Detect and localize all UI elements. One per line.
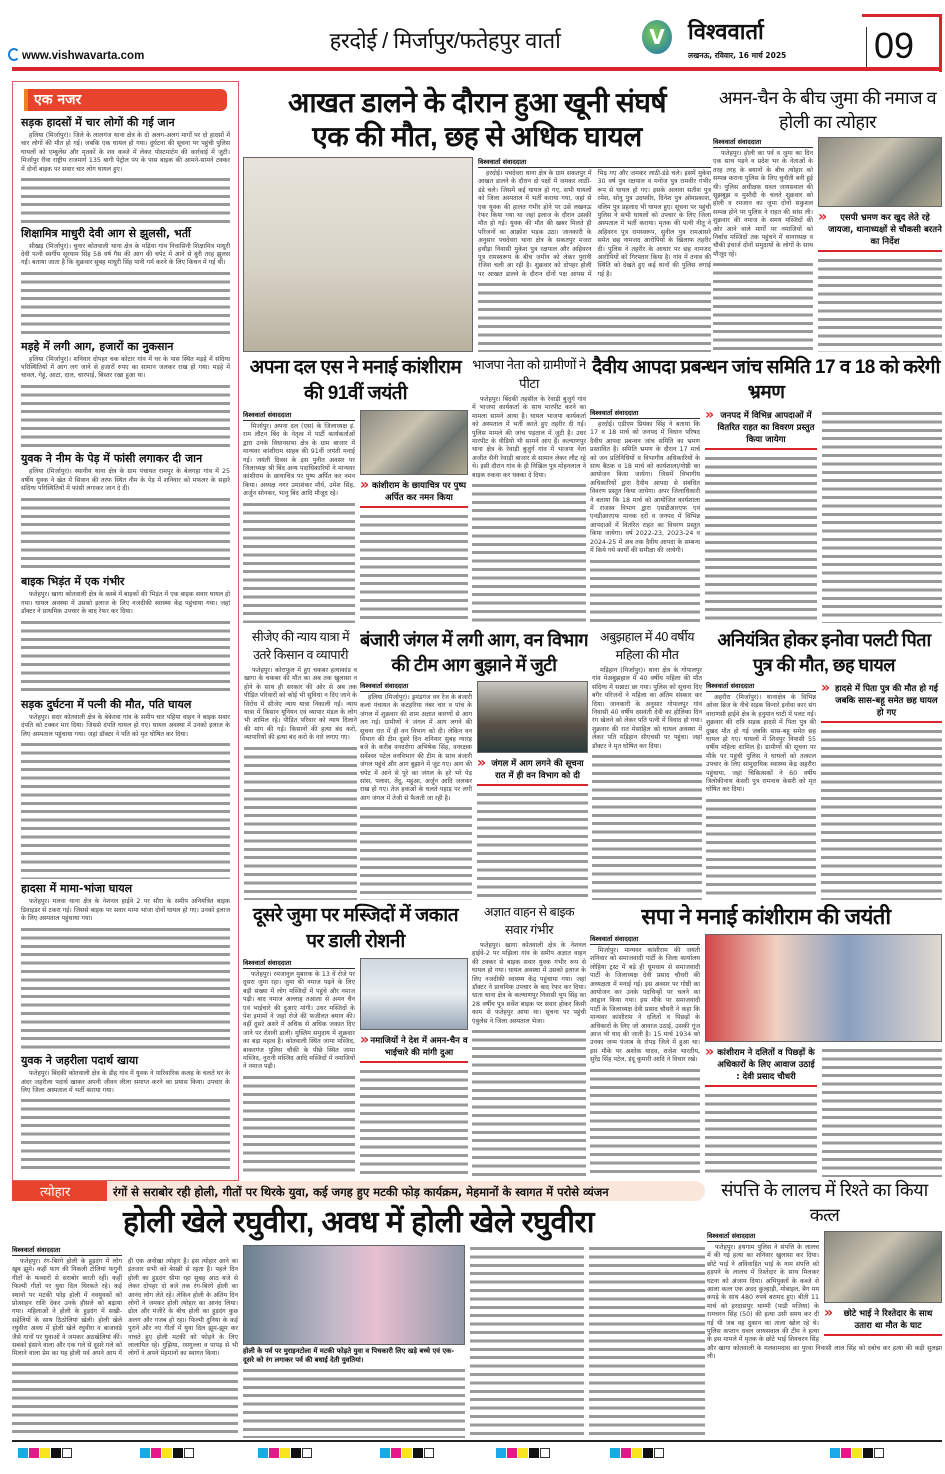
apnadal-headline: अपना दल एस ने मनाई कांशीराम की 91वीं जयंती — [249, 357, 462, 404]
body-text-lines — [477, 791, 588, 900]
footer-rule — [12, 1440, 942, 1442]
swatch-chip — [496, 1448, 506, 1458]
swatch-chip — [529, 1448, 539, 1458]
body-text-lines — [21, 270, 230, 337]
body-text-lines — [244, 745, 357, 900]
swatch-chip — [140, 1448, 150, 1458]
brief-item: बाइक भिड़ंत में एक गंभीर फतेहपुर। खागा कोतवाली क्षेत्र के कस्बे में बाइकों की भिड़ंत में एक बाइक सवार घायल हो गया। घायल अवस्था में उसको इलाज के लिए नजदीकी स्वास्थ्य केंद्र पहुंचाया गया। जहां डॉक्टर ने प्राथमिक उपचार के बाद रेफर कर दिया। — [21, 572, 230, 695]
swatch-chip — [863, 1448, 873, 1458]
brief-item: शिक्षामित्र माधुरी देवी आग से झुलसी, भर्ती सीखड़ (मिर्जापुर)। चुनार कोतवाली थाना क्षेत्र के मढ़िया गांव निवासिनी शिक्षामित्र माधुरी देवी पत्नी स्वर्गीय सूरयाम सिंह 58 वर्ष गैस की आग की चपेट में आने से बुरी तरह झुलस गईं। बताया जाता है कि शुक्रवार सुबह माधुरी सिंह पानी गर्म करने के लिए किचन में गई थीं। — [21, 224, 230, 337]
registration-swatch — [830, 1448, 884, 1458]
body-text-lines — [12, 1361, 238, 1438]
bjp-story — [472, 355, 586, 623]
body-text-lines — [705, 1092, 817, 1177]
browser-e-icon — [8, 48, 20, 61]
registration-swatch — [380, 1448, 434, 1458]
ek-nazar-banner: एक नजर — [24, 89, 227, 111]
banjari-headline: बंजारी जंगल में लगी आग, वन विभाग की टीम आग बुझाने में जुटी — [360, 630, 588, 675]
daiviya-story — [590, 355, 942, 623]
daiviya-pull-quote: » जनपद में विभिन्न आपदाओं में वितरित राहत का विवरण प्रस्तुत किया जायेगा — [705, 408, 817, 450]
body-text-lines — [821, 728, 942, 900]
daiviya-body: हरदोई। एडीएम प्रियंका सिंह ने बताया कि 17 व 18 मार्च को जनपद में विधान परिषद दैवीय आपदा प्रबन्धन जांच समिति का भ्रमण प्रस्तावित है। समिति भ्रमण के दौरान 17 मार्च को जन प्रतिनिधियों व विभागीय अधिकारियों के साथ बैठक व 18 मार्च को कार्यशाला/गोष्ठी का आयोजन किया जायेगा। जिसमें विभागीय अधिकारियों द्वारा दैवीय आपदा से संबंधित विवरण प्रस्तुत किया जायेगा। अपर जिलाधिकारी ने बताया कि 18 मार्च को आयोजित कार्यशाला में राजस्व विभाग द्वारा एसडीआरएफ एवं एनडीआरएफ मानक दरों व जनपद में विभिन्न आपदाओं में वितरित राहत का विवरण प्रस्तुत किया जायेगा। वर्ष 2022-23, 2023-24 व 2024-25 में अब तक दैवीय आपदा के सम्बन्ध में किये गये कार्यों की समीक्षा की जायेगी। — [590, 421, 700, 555]
body-text-lines — [21, 383, 230, 450]
brand-logo-icon: V — [642, 20, 672, 54]
sampatti-police-photo — [824, 1231, 942, 1303]
bjp-headline: भाजपा नेता को ग्रामीणों ने पीटा — [472, 357, 586, 391]
body-text-lines — [21, 496, 230, 573]
swatch-chip — [18, 1448, 28, 1458]
innova-pull-quote: » हादसे में पिता पुत्र की मौत हो गई जबकि सास-बहू समेत छह घायल हो गए — [821, 681, 942, 723]
body-text-lines — [243, 1367, 465, 1438]
body-text-lines — [470, 1245, 584, 1438]
juma-byline: विश्ववार्ता संवाददाता — [243, 958, 355, 969]
brief-item: मड़हे में लगी आग, हजारों का नुकसान हलिया (मिर्जापुर)। शनिवार दोपहर चक कोटार गांव में घर के पास स्थित मड़हे में संदिग्ध परिस्थितियों में आग लग जाने से हजारों रुपए का सामान जलकर राख हो गया। मड़हे में चावल, गेहूं, आटा, दाल, चारपाई, बिस्तर रखा हुआ था। — [21, 337, 230, 450]
sapa-body: मिर्जापुर। मान्यवर कांशीराम की जयंती शनिवार को समाजवादी पार्टी के जिला कार्यालय लोहिया ट्रस्ट में बड़े ही धूमधाम से समाजवादी पार्टी के जिलाध्यक्ष देवी प्रसाद चौधरी की अध्यक्षता में मनाई गई। इस अवसर पर गोष्ठी का आयोजन कर उनके पदचिन्हों पर चलने का आह्वान किया गया। इस मौके पर समाजवादी पार्टी के जिलाध्यक्ष देवी प्रसाद चौधरी ने कहा कि मान्यवर कांशीराम ने दलितों व पिछड़ों के अधिकारों के लिए जो आवाज उठाई, उसकी गूंज आज भी याद की जाती है। 15 मार्च 1934 को उनका जन्म पंजाब के रोपड़ जिले में हुआ था। इस मौके पर अशोक यादव, राजेश भारतीय, सुरेंद्र सिंह पटेल, इंदू कुमारी आदि ने विचार रखे। — [590, 947, 700, 1064]
masthead — [0, 0, 945, 72]
innova-story — [706, 628, 942, 900]
swatch-chip — [280, 1448, 290, 1458]
agyat-story — [472, 903, 586, 1177]
swatch-chip — [269, 1448, 279, 1458]
dateline: लखनऊ, रविवार, 16 मार्च 2025 — [688, 51, 787, 60]
swatch-chip — [830, 1448, 840, 1458]
banjari-story — [360, 628, 588, 900]
innova-byline: विश्ववार्ता संवाददाता — [706, 681, 816, 692]
swatch-chip — [29, 1448, 39, 1458]
aman-police-photo — [818, 137, 942, 207]
namaz-photo — [360, 958, 468, 1030]
body-text-lines — [818, 257, 942, 352]
body-text-lines — [590, 558, 700, 624]
body-text-lines — [21, 619, 230, 696]
daiviya-byline: विश्ववार्ता संवाददाता — [590, 408, 700, 419]
swatch-chip — [40, 1448, 50, 1458]
body-text-lines — [822, 410, 942, 623]
swatch-chip — [173, 1448, 183, 1458]
page-number-box — [862, 14, 942, 72]
swatch-chip — [291, 1448, 301, 1458]
body-text-lines — [21, 176, 230, 223]
innova-body: अहरौरा (मिर्जापुर)। थानाक्षेत्र के विभिन्न ओवर ब्रिज के नीचे सड़क किनारे इनोवा कार संग वाराणसी हाईवे क्षेत्र के हनुमान घाटी में पलट गई। शुक्रवार की रात्रि सड़क हादसे में पिता पुत्र की दुखद मौत हो गई जबकि सास-बहू समेत छह घायल हो गए। घायलों में शिवपुर निवासी 55 वर्षीय महिला शामिल है। ग्रामीणों की सूचना पर मौके पर पहुंची पुलिस ने घायलों को तत्काल उपचार के लिए सामुदायिक स्वास्थ्य केंद्र अहरौरा पहुंचाया, जहां चिकित्सकों ने 60 वर्षीय त्रिलोकीनाथ केसरी पुत्र रामनाथ केसरी को मृत घोषित कर दिया। — [706, 694, 816, 794]
sapa-headline: सपा ने मनाई कांशीराम की जयंती — [641, 904, 891, 929]
section-title: हरदोई / मिर्जापुर/फतेहपुर वार्ता — [329, 28, 561, 53]
brand-name: विश्ववार्ता — [688, 20, 764, 45]
body-text-lines — [360, 1068, 468, 1177]
cjea-story — [244, 628, 357, 900]
swatch-chip — [632, 1448, 642, 1458]
lead-byline: विश्ववार्ता संवाददाता — [478, 157, 711, 168]
agyat-headline: अज्ञात वाहन से बाइक सवार गंभीर — [483, 905, 575, 937]
cjea-headline: सीजेए की न्याय यात्रा में उतरे किसान व व्यापारी — [251, 630, 350, 662]
sampatti-sidebar — [824, 1231, 942, 1339]
swatch-chip — [852, 1448, 862, 1458]
sapa-pull-quote: » कांशीराम ने दलितों व पिछड़ों के अधिकारों के लिए आवाज उठाई : देवी प्रसाद चौधरी — [705, 1045, 817, 1087]
swatch-chip — [391, 1448, 401, 1458]
swatch-chip — [184, 1448, 194, 1458]
brief-body: फतेहपुर। मलवा थाना क्षेत्र के नेशनल हाईवे 2 पर सौरा के समीप अनियंत्रित बाइक डिवाइडर से टकरा गई। जिससे बाइक पर सवार मामा भांजा दोनों घायल हो गए। उनको इलाज के लिए अस्पताल पहुंचाया गया। — [21, 898, 230, 923]
swatch-chip — [62, 1448, 72, 1458]
holi-story — [12, 1181, 705, 1438]
body-text-lines — [21, 926, 230, 1052]
swatch-chip — [643, 1448, 653, 1458]
aman-body: फतेहपुर। होली का पर्व व जुमा का दिन एक साथ पड़ने व प्रदेश भर के नेताओं के तरह तरह के बयानों के बीच त्योहार को सम्पन्न कराना पुलिस के लिए चुनौती बनी हुई थी। पुलिस अधीक्षक धवल जायसवाल की सूझबूझ व मुस्तैदी के चलते शुक्रवार को होली व रमजान का जुमा दोनों सकुशल सम्पन्न होने पर पुलिस ने राहत की सांस ली। शुक्रवार की नमाज के समय मस्जिदों की ओर आने वाले मार्गों पर नमाजियों को निर्बाध मस्जिदों तक पहुंचने में थानाध्यक्ष व चौकी इंचार्ज दोनों समुदायों के लोगों के साथ मौजूद रहे। — [713, 150, 813, 258]
body-text-lines — [243, 1074, 355, 1177]
body-text-lines — [589, 1245, 705, 1438]
website-url[interactable]: www.vishwavarta.com — [22, 50, 145, 62]
body-text-lines — [21, 1097, 230, 1174]
daiviya-headline: दैवीय आपदा प्रबन्धन जांच समिति 17 व 18 को करेगी भ्रमण — [592, 357, 940, 403]
brief-body: हलिया (मिर्जापुर)। शनिवार दोपहर चक कोटार गांव में घर के पास स्थित मड़हे में संदिग्ध परिस्थितियों में आग लग जाने से हजारों रुपए का सामान जलकर राख हो गया। मड़हे में चावल, गेहूं, आटा, दाल, चारपाई, बिस्तर रखा हुआ था। — [21, 355, 230, 380]
apnadal-body: मिर्जापुर। अपना दल (एस) के जिलाध्यक्ष इं. राम लौटन बिंद के नेतृत्व में पार्टी कार्यकर्ताओं द्वारा उनके विधानसभा क्षेत्र के ग्राम बाजार में मान्यवर कांशीराम साहब की 91वीं जयंती मनाई गई। जयंती दिवस के इस पुनीत अवसर पर जिलाध्यक्ष श्री बिंद अन्य पदाधिकारियों ने मान्यवर कांशीराम के छायाचित्र पर पुष्प अर्पित कर नमन किया। अध्यक्ष नगर उमाशंकर मौर्य, उमेश सिंह, अर्जुन सोनकर, भानु बिंद आदि मौजूद रहे। — [243, 423, 355, 498]
registration-swatch — [140, 1448, 194, 1458]
brief-item: सड़क दुर्घटना में पत्नी की मौत, पति घायल फतेहपुर। सदर कोतवाली क्षेत्र के बेकेरवा गांव के समीप चार पहिया वाहन ने बाइक सवार दंपति को टक्कर मार दिया। जिससे दंपति घायल हो गए। घायल अवस्था में उनको इलाज के लिए अस्पताल पहुंचाया गया। जहां डॉक्टर ने पति को मृत घोषित कर दिया। — [21, 695, 230, 879]
brief-body: फतेहपुर। सदर कोतवाली क्षेत्र के बेकेरवा गांव के समीप चार पहिया वाहन ने बाइक सवार दंपति को टक्कर मार दिया। जिससे दंपति घायल हो गए। घायल अवस्था में उनको इलाज के लिए अस्पताल पहुंचाया गया। जहां डॉक्टर ने पति को मृत घोषित कर दिया। — [21, 714, 230, 738]
brief-item: सड़क हादसों में चार लोगों की गई जान हलिया (मिर्जापुर)। जिले के लालगंज थाना क्षेत्र के दो अलग-अलग मार्गों पर दो हादसों में चार लोगों की मौत हो गई। जबकि एक घायल हो गया। दुर्घटना की सूचना पर पहुंची पुलिस घायलों को एम्बुलेंस और मृतकों के शव कब्जे में लेकर पोस्टमार्टम की कार्रवाई में जुटी। मिर्जापुर रीवा राष्ट्रीय राजमार्ग 135 बागी पेट्रोल पंप के पास बाइक की आमने-सामने टक्कर में दोनों बाइक पर सवार चार लोग घायल हुए। — [21, 113, 230, 224]
holi-byline: विश्ववार्ता संवाददाता — [12, 1245, 122, 1256]
holi-kicker-bar: रंगों से सराबोर रही होली, गीतों पर थिरके युवा, कई जगह हुए मटकी फोड़ कार्यक्रम, मेहमानों के स्वागत में परोसे व्यंजन — [107, 1181, 705, 1201]
swatch-chip — [654, 1448, 664, 1458]
registration-swatch — [610, 1448, 664, 1458]
juma-body: फतेहपुर। रमजानुल मुबारक के 13 वें रोजे पर दूसरा जुमा रहा। जुमा की नमाज पढ़ने के लिए बड़ी संख्या में लोग मस्जिदों में पहुंचे और नमाज पढ़ी। बाद नमाज अल्लाह तआला से अमन चैन एवं भाईचारे की दुआएं मांगी। उधर मस्जिदों के पेश इमामों ने जहां रोजे की फजीलत बयान की। वहीं दूसरे अशरे में अधिक से अधिक जकात दिए जाने पर रोशनी डाली। मुस्लिम समुदाय में शुक्रवार का बड़ा महत्व है। कोतवाली स्थित जामा मस्जिद, बाकरगंज पुलिस चौकी के पीछे स्थित जामा मस्जिद, नूरानी मस्जिद आदि मस्जिदों में नमाजियों ने नमाज पढ़ी। — [243, 971, 355, 1071]
holi-kicker-row — [12, 1181, 705, 1201]
swatch-chip — [507, 1448, 517, 1458]
abuzhal-body: मड़िहान (मिर्जापुर)। थाना क्षेत्र के गोपालपुर गांव मेअबुझहाल में 40 वर्षीय महिला की मौत संदिग्ध में सन्नाटा छा गया। पुलिस को सूचना दिए बगैर परिजनों ने महिला का अंतिम संस्कार कर दिया। जानकारी के अनुसार गोपालपुर गांव निवासी 40 वर्षीय दसवंती देवी का होलिका दिन रंग खेलने को लेकर पति पत्नी में विवाद हो गया। शुक्रवार की रात मेसाहिल को घायल अवस्था में लेकर पति मड़िहान सीएचसी पर पहुंचा। जहां डॉक्टर ने मृत घोषित कर दिया। — [592, 667, 702, 750]
swatch-chip — [413, 1448, 423, 1458]
body-text-lines — [472, 482, 586, 623]
cjea-body: फतेहपुर। कोराफूल में हुए चकबर हत्याकांड व खागा के चकबर की मौत का अब तक खुलासा न होने के साथ ही सरकार की ओर से अब तक पीड़ित परिवारों को कोई भी सुविधा न दिए जाने के विरोध में सीजेए न्याय यात्रा निकाली गई। न्याय यात्रा में किसान यूनियन एवं व्यापार मंडल के लोग भी शामिल रहे। पीड़ित परिवार को न्याय दिलाने की मांग की गई। किसानों की हत्या बंद करो, व्यापारियों की हत्या बंद करो के नारे लगाए गए। — [244, 667, 357, 742]
holi-photo-caption: होली के पर्व पर मुराइनटोला में मटकी फोड़ते युवा व पिचकारी लिए खड़े बच्चे एवं एक-दूसरे को रंग लगाकर पर्व की बधाई देती युवतियां। — [243, 1347, 455, 1364]
body-text-lines — [21, 741, 230, 879]
lead-headline: आखत डालने के दौरान हुआ खूनी संघर्ष एक की मौत, छह से अधिक घायल — [287, 87, 667, 152]
juma-headline: दूसरे जुमा पर मस्जिदों में जकात पर डाली रोशनी — [252, 905, 459, 952]
brief-body: हलिया (मिर्जापुर)। जिले के लालगंज थाना क्षेत्र के दो अलग-अलग मार्गों पर दो हादसों में चार लोगों की मौत हो गई। जबकि एक घायल हो गया। दुर्घटना की सूचना पर पहुंची पुलिस घायलों को एम्बुलेंस और मृतकों के शव कब्जे में लेकर पोस्टमार्टम की कार्रवाई में जुटी। मिर्जापुर रीवा राष्ट्रीय राजमार्ग 135 बागी पेट्रोल पंप के पास बाइक की आमने-सामने टक्कर में दोनों बाइक पर सवार चार लोग घायल हुए। — [21, 132, 230, 173]
registration-swatch — [496, 1448, 550, 1458]
abuzhal-headline: अबुझहाल में 40 वर्षीय महिला की मौत — [600, 630, 694, 662]
brief-body: सीखड़ (मिर्जापुर)। चुनार कोतवाली थाना क्षेत्र के मढ़िया गांव निवासिनी शिक्षामित्र माधुरी देवी पत्नी स्वर्गीय सूरयाम सिंह 58 वर्ष गैस की आग की चपेट में आने से बुरी तरह झुलस गईं। बताया जाता है कि शुक्रवार सुबह माधुरी सिंह पानी गर्म करने के लिए किचन में गई थीं। — [21, 242, 230, 267]
brief-item: युवक ने नीम के पेड़ में फांसी लगाकर दी जान हलिया (मिर्जापुर)। स्थानीय थाना क्षेत्र के ग्राम पंचायत रामपुर के बेलगहा गांव में 25 वर्षीय युवक ने खेत में सिवान की तरफ स्थित नीम के पेड़ में शनिवार को मफलर के सहारे संदिग्ध परिस्थितियों में फांसी लगाकर जान दे दी। — [21, 449, 230, 572]
swatch-chip — [874, 1448, 884, 1458]
swatch-chip — [540, 1448, 550, 1458]
sampatti-headline: संपत्ति के लालच में रिश्ते का किया कत्ल — [721, 1180, 928, 1225]
aman-pull-quote: » एसपी भ्रमण कर खुद लेते रहे जायजा, थानाध्यक्षों से चौकसी बरतने का निर्देश — [818, 210, 942, 252]
brief-item: युवक ने जहरीला पदार्थ खाया फतेहपुर। बिंदकी कोतवाली क्षेत्र के डीह गांव में युवक ने पारिवारिक कलह के चलते घर के अंदर जहरीला पदार्थ खाकर अपनी जीवन लीला समाप्त करने का प्रयास किया। उपचार के लिए जिला अस्पताल में भर्ती कराया गया। — [21, 1051, 230, 1174]
body-text-lines — [243, 501, 355, 623]
body-text-lines — [705, 455, 817, 623]
banjari-body: हलिया (मिर्जापुर)। ड्रमंडगंज वन रेंज के बंजारी कलां पंचायत के कटहरिया नंबर चार व पांच के जंगल में शुक्रवार की शाम अज्ञात कारणों से आग लग गई। ग्रामीणों ने जंगल में आग लगने की सूचना रात में ही वन विभाग को दी। लेकिन वन विभाग की टीम दूसरे दिन शनिवार सुबह ग्यारह बजे के करीब वनदरोगा अभिषेक सिंह, वनरक्षक सर्वेश्वर पटेल वनविभाग की टीम के साथ बंजारी जंगल पहुंचे और आग बुझाने में जुट गए। आग की चपेट में आने से पूरे का जंगल के हरे भरे पेड़ सांस, पलाश, तेंदू, महुआ, अर्जुन आदि जलकर राख हो गए। तेज हवाओं के चलते पहाड़ पर लगी आग जंगल में तेजी से फैलती जा रही है। — [360, 694, 472, 802]
brief-body: फतेहपुर। खागा कोतवाली क्षेत्र के कस्बे में बाइकों की भिड़ंत में एक बाइक सवार घायल हो गया। घायल अवस्था में उसको इलाज के लिए नजदीकी स्वास्थ्य केंद्र पहुंचाया गया। जहां डॉक्टर ने प्राथमिक उपचार के बाद रेफर कर दिया। — [21, 591, 230, 616]
sapa-story — [590, 903, 942, 1177]
holi-celebration-photo — [243, 1245, 465, 1345]
agyat-body: फतेहपुर। खागा कोतवाली क्षेत्र के नेशनल हाईवे-2 पर मझिला गांव के समीप अज्ञात वाहन की टक्कर से बाइक सवार युवक गंभीर रूप से घायल हो गया। घायल अवस्था में उसको इलाज के लिए नजदीकी स्वास्थ्य केंद्र पहुंचाया गया। जहां डॉक्टर ने प्राथमिक उपचार के बाद रेफर कर दिया। धाता थाना क्षेत्र के कल्याणपुर निवासी भूप सिंह का 28 वर्षीय पुत्र सर्वेश बाइक पर सवार होकर किसी काम से फतेहपुर आया था। सूचना पर पहुंची एंबुलेंस ने जिला अस्पताल भेजा। — [472, 942, 586, 1025]
brief-body: फतेहपुर। बिंदकी कोतवाली क्षेत्र के डीह गांव में युवक ने पारिवारिक कलह के चलते घर के अंदर जहरीला पदार्थ खाकर अपनी जीवन लीला समाप्त करने का प्रयास किया। उपचार के लिए जिला अस्पताल में भर्ती कराया गया। — [21, 1070, 230, 1095]
innova-headline: अनियंत्रित होकर इनोवा पलटी पिता पुत्र की मौत, छह घायल — [717, 630, 931, 675]
swatch-chip — [302, 1448, 312, 1458]
sampatti-byline: विश्ववार्ता संवाददाता — [707, 1231, 819, 1242]
body-text-lines — [706, 797, 816, 900]
apnadal-byline: विश्ववार्ता संवाददाता — [243, 410, 355, 421]
swatch-chip — [841, 1448, 851, 1458]
body-text-lines — [713, 261, 813, 352]
body-text-lines — [360, 805, 472, 900]
swatch-chip — [151, 1448, 161, 1458]
swatch-chip — [518, 1448, 528, 1458]
header-rule — [12, 67, 942, 71]
brief-list — [21, 113, 230, 1174]
body-text-lines — [360, 513, 468, 623]
tyohar-label: त्योहार — [12, 1181, 107, 1201]
swatch-chip — [380, 1448, 390, 1458]
lead-story — [243, 86, 711, 352]
forest-fire-photo — [477, 681, 588, 753]
body-text-lines — [478, 281, 711, 352]
juma-story — [243, 903, 468, 1177]
abuzhal-story — [592, 628, 702, 900]
apnadal-story — [243, 355, 468, 623]
sampatti-body: फतेहपुर। हथगाम पुलिस ने संपत्ति के लालच में की गई हत्या का शनिवार खुलासा कर दिया। छोटे भाई ने अविवाहित भाई के नाम संपत्ति को हड़पने के लालच में रिश्तेदार के साथ मिलकर घटना को अंजाम दिया। अभियुक्तों के कब्जे से आला कत्ल एक अदद कुल्हाड़ी, मोबाइल, बैग मय कपड़े के साथ 480 रुपये बरामद हुए। बीती 11 मार्च को हरदासपुर थाम्भी (पाडी मजिया) के रामचरन सिंह (50) की हत्या उसी समय कर दी गई थी जब वह दुकान का ताला खोल रहे थे। पुलिस कप्तान धवल जायसवाल की टीम ने हत्या के इस मामले में मृतक के छोटे भाई शिवचरन सिंह और खागा कोतवाली के मलवामदास का पुरवा निवासी लाल सिंह को दबोच कर हत्या की कड़ी सुलझा ली। — [707, 1244, 942, 1361]
body-text-lines — [822, 1047, 942, 1177]
lead-body: हरदोई। पचदेवरा थाना क्षेत्र के ग्राम सकतपुर में आखत डालने के दौरान दो पक्षों में जमकर लाठी-डंडे चले। जिसमें कई घायल हो गए, सभी घायलों को जिला अस्पताल में भर्ती कराया गया, जहां से एक युवक की हालत गंभीर होने पर उसे लखनऊ रेफर किया गया था जहां इलाज के दौरान उसकी मौत हो गई। युवक की मौत की खबर मिलते ही परिजनों का आक्रोश भड़क उठा। जानकारी के अनुसार पचदेवरा थाना क्षेत्र के सकतपुर मजरा हथौड़ा निवासी मुकेश पुत्र रक्षपाल और अहिवरन पुत्र रामस्वरूप के बीच जमीन को लेकर पुरानी रंजिश चली आ रही है। शुक्रवार को दोपहर होली पर आखत डालने के दौरान दोनों पक्ष आपस में भिड़ गए और जमकर लाठी-डंडे चले। इसमें मुकेश 30 वर्ष पुत्र रक्षपाल व मनोज पुत्र रामवीर गंभीर रूप से घायल हो गए। इसके अलावा सतीश पुत्र रमेश, सोनू पुत्र उदयवीर, दिनेश पुत्र ओमप्रकाश, वलिम पुत्र प्रहलाद भी घायल हुए। सूचना पर पहुंची पुलिस ने सभी घायलों को उपचार के लिए जिला अस्पताल में भर्ती कराया। मृतक की पत्नी नीतू ने अहिवरन पुत्र रामस्वरूप, सुनील पुत्र रामआसरे समेत छह नामजद आरोपियों के खिलाफ तहरीर दी। पुलिस ने तहरीर के आधार पर छह नामजद आरोपियों को गिरफ्तार किया है। गांव में तनाव की स्थिति को देखते हुए कई थानों की पुलिस लगाई गई है। — [478, 170, 711, 278]
swatch-chip — [402, 1448, 412, 1458]
aman-headline: अमन-चैन के बीच जुमा की नमाज व होली का त्योहार — [718, 88, 937, 132]
holi-headline: होली खेले रघुवीरा, अवध में होली खेले रघुवीरा — [122, 1206, 595, 1239]
body-text-lines — [590, 1067, 700, 1177]
banjari-pull-quote: » जंगल में आग लगने की सूचना रात में ही वन विभाग को दी — [477, 756, 588, 786]
sampatti-story — [707, 1178, 942, 1438]
page-number: 09 — [874, 25, 915, 66]
swatch-chip — [424, 1448, 434, 1458]
holi-body: फतेहपुर। रंग-बिरंगे होली के हुड़दंग में लोग खूब झूमे। कहीं फाग की निकली टोलियां फगुनी गीतों के फव्वारों से सराबोर करती रहीं। कहीं फिल्मी गीतों पर युवा दिल थिरकते रहे। कई स्थानों पर मटकी फोड़ होली में नवयुवकों को प्रोत्साहन राशि देकर उनके हौसले को बढ़ाया गया। महिलाओं ने होली के हुड़दंग में सखी-सहेलियों के साथ ठिठोलियां खेली। होली खेले रघुवीरा अवध में होली खेले रघुवीरा व बाजावंडे जैसे गानों पर युवाओं ने जमकर अठखेलियां कीं। सबको हंसाने वाला और एक गले से दूसरे गले को मिलाने वाला प्रेम का यह होली पर्व अपने आप में ही एक अनोखा त्योहार है। इस त्योहार आने का इंतजार सभी को बेसब्री से रहता है। पहले दिन होली का हुड़दंग धीमा रहा सुबह आठ बजे से लेकर दोपहर दो बजे तक रंग-बिरंगे होली का आनंद लोग लेते रहे। लेकिन होली के अंतिम दिन लोगों ने जमकर होली त्योहार का आनंद लिया। ढोल और मंजीरे के बीच होली का हुड़दंग कुछ अलग और गजब हो रहा। फिल्मी दुनिया के कई पुराने और नए गीतों में युवा दिल झूम-झूम कर नाचते हुए होली मटकी को फोड़ने के लिए लालायित रहे। गुझिया, रसगुल्ला व पापड़ से भी लोगों ने अपने मेहमानों का स्वागत किया। — [12, 1258, 238, 1358]
registration-swatch — [18, 1448, 72, 1458]
sapa-byline: विश्ववार्ता संवाददाता — [590, 934, 700, 945]
aman-story — [713, 86, 942, 352]
brief-item: हादसा में मामा-भांजा घायल फतेहपुर। मलवा थाना क्षेत्र के नेशनल हाईवे 2 पर सौरा के समीप अनियंत्रित बाइक डिवाइडर से टकरा गई। जिससे बाइक पर सवार मामा भांजा दोनों घायल हो गए। उनको इलाज के लिए अस्पताल पहुंचाया गया। — [21, 879, 230, 1051]
body-text-lines — [592, 753, 702, 900]
swatch-chip — [51, 1448, 61, 1458]
swatch-chip — [162, 1448, 172, 1458]
apnadal-photo — [360, 410, 468, 475]
swatch-chip — [258, 1448, 268, 1458]
lead-arrest-photo — [243, 157, 473, 352]
juma-pull-quote: » नमाजियों ने देश में अमन-चैन व भाईचारे की मांगी दुआ — [360, 1033, 468, 1063]
sampatti-pull-quote: » छोटे भाई ने रिश्तेदार के साथ उतारा था मौत के घाट — [824, 1306, 942, 1336]
ek-nazar-column — [12, 81, 239, 1181]
registration-swatch — [258, 1448, 312, 1458]
swatch-chip — [621, 1448, 631, 1458]
swatch-chip — [610, 1448, 620, 1458]
body-text-lines — [472, 1028, 586, 1177]
banjari-byline: विश्ववार्ता संवाददाता — [360, 681, 472, 692]
sapa-event-photo — [705, 934, 942, 1042]
bjp-body: फतेहपुर। बिंदकी तहसील के रेवाड़ी बुजुर्ग गांव में भाजपा कार्यकर्ता के साथ मारपीट करने का मामला सामने आया है। घायल भाजपा कार्यकर्ता को अस्पताल में भर्ती करते हुए तहरीर दी गई। पुलिस मामले की जांच पड़ताल में जुटी है। उधर मारपीट के वीडियो भी सामने आए हैं। कल्याणपुर थाना क्षेत्र के रेवाड़ी बुजुर्ग गांव में भाजपा नेता अजीत सैनी रेवाड़ी बाजार से सामान लेकर लौट रहे थे। इसी दौरान गांव के ही निखिल पुत्र मोहनलाल ने बाइक रुकवा कर धक्का दे दिया। — [472, 396, 586, 479]
brief-body: हलिया (मिर्जापुर)। स्थानीय थाना क्षेत्र के ग्राम पंचायत रामपुर के बेलगहा गांव में 25 वर्षीय युवक ने खेत में सिवान की तरफ स्थित नीम के पेड़ में शनिवार को मफलर के सहारे संदिग्ध परिस्थितियों में फांसी लगाकर जान दे दी। — [21, 468, 230, 493]
apnadal-pull-quote: » कांशीराम के छायाचित्र पर पुष्प अर्पित कर नमन किया — [360, 478, 468, 508]
aman-byline: विश्ववार्ता संवाददाता — [713, 137, 813, 148]
